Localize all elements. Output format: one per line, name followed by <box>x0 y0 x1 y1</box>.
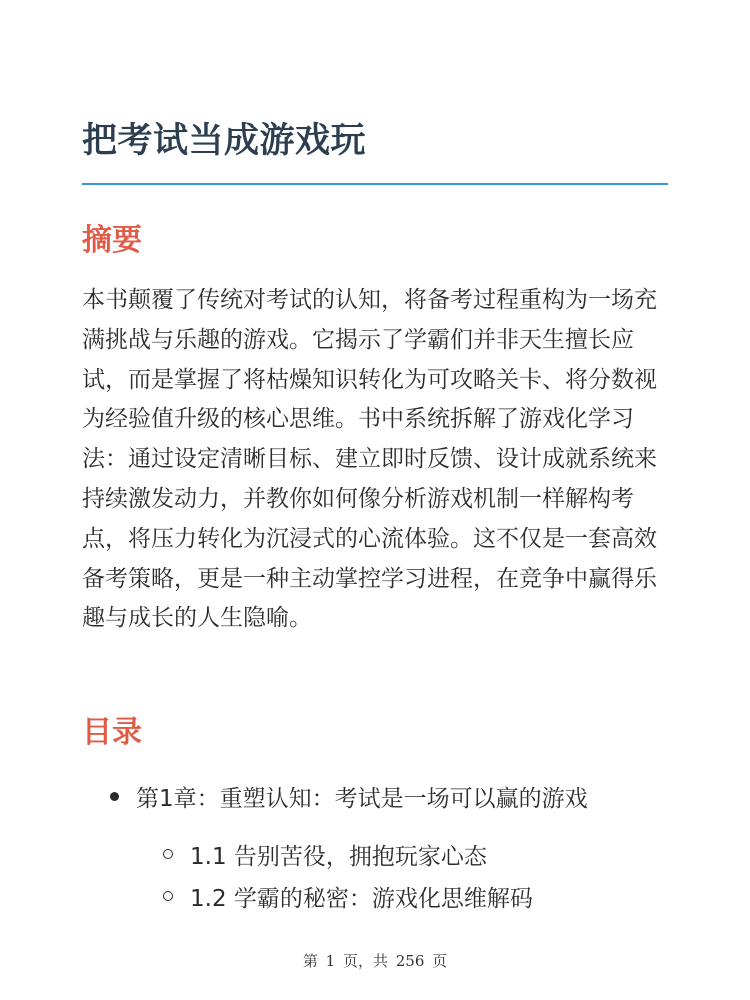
toc-section-1-1 <box>163 834 487 874</box>
footer-suffix: 页 <box>432 952 448 970</box>
toc-section-label: 1.1 告别苦役，拥抱玩家心态 <box>190 843 487 870</box>
bullet-disc-icon <box>110 792 119 801</box>
toc-heading: 目录 <box>82 715 142 750</box>
summary-heading: 摘要 <box>82 223 142 258</box>
summary-paragraph: 本书颠覆了传统对考试的认知，将备考过程重构为一场充满挑战与乐趣的游戏。它揭示了学霸们并非天生擅长应试，而是掌握了将枯燥知识转化为可攻略关卡、将分数视为经验值升级的核心思维。书中系统拆解了游戏化学习法：通过设定清晰目标、建立即时反馈、设计成就系统来持续激发动力，并教你如何像分析游戏机制一样解构考点，将压力转化为沉浸式的心流体验。这不仅是一套高效备考策略，更是一种主动掌控学习进程，在竞争中赢得乐趣与成长的人生隐喻。 <box>82 287 657 632</box>
bullet-circle-icon <box>163 849 173 859</box>
toc-section-label: 1.2 学霸的秘密：游戏化思维解码 <box>190 885 533 912</box>
toc-chapter-label: 第1章：重塑认知：考试是一场可以赢的游戏 <box>136 785 588 812</box>
current-page-number: 1 <box>325 952 336 970</box>
document-title: 把考试当成游戏玩 <box>82 121 367 161</box>
toc-section-1-2 <box>163 876 533 916</box>
title-divider <box>82 183 668 185</box>
total-pages-number: 256 <box>395 952 425 970</box>
toc-chapter-1 <box>110 776 588 816</box>
bullet-circle-icon <box>163 891 173 901</box>
footer-middle: 页，共 <box>342 952 388 970</box>
footer-prefix: 第 <box>302 952 318 970</box>
page-footer <box>0 950 750 972</box>
